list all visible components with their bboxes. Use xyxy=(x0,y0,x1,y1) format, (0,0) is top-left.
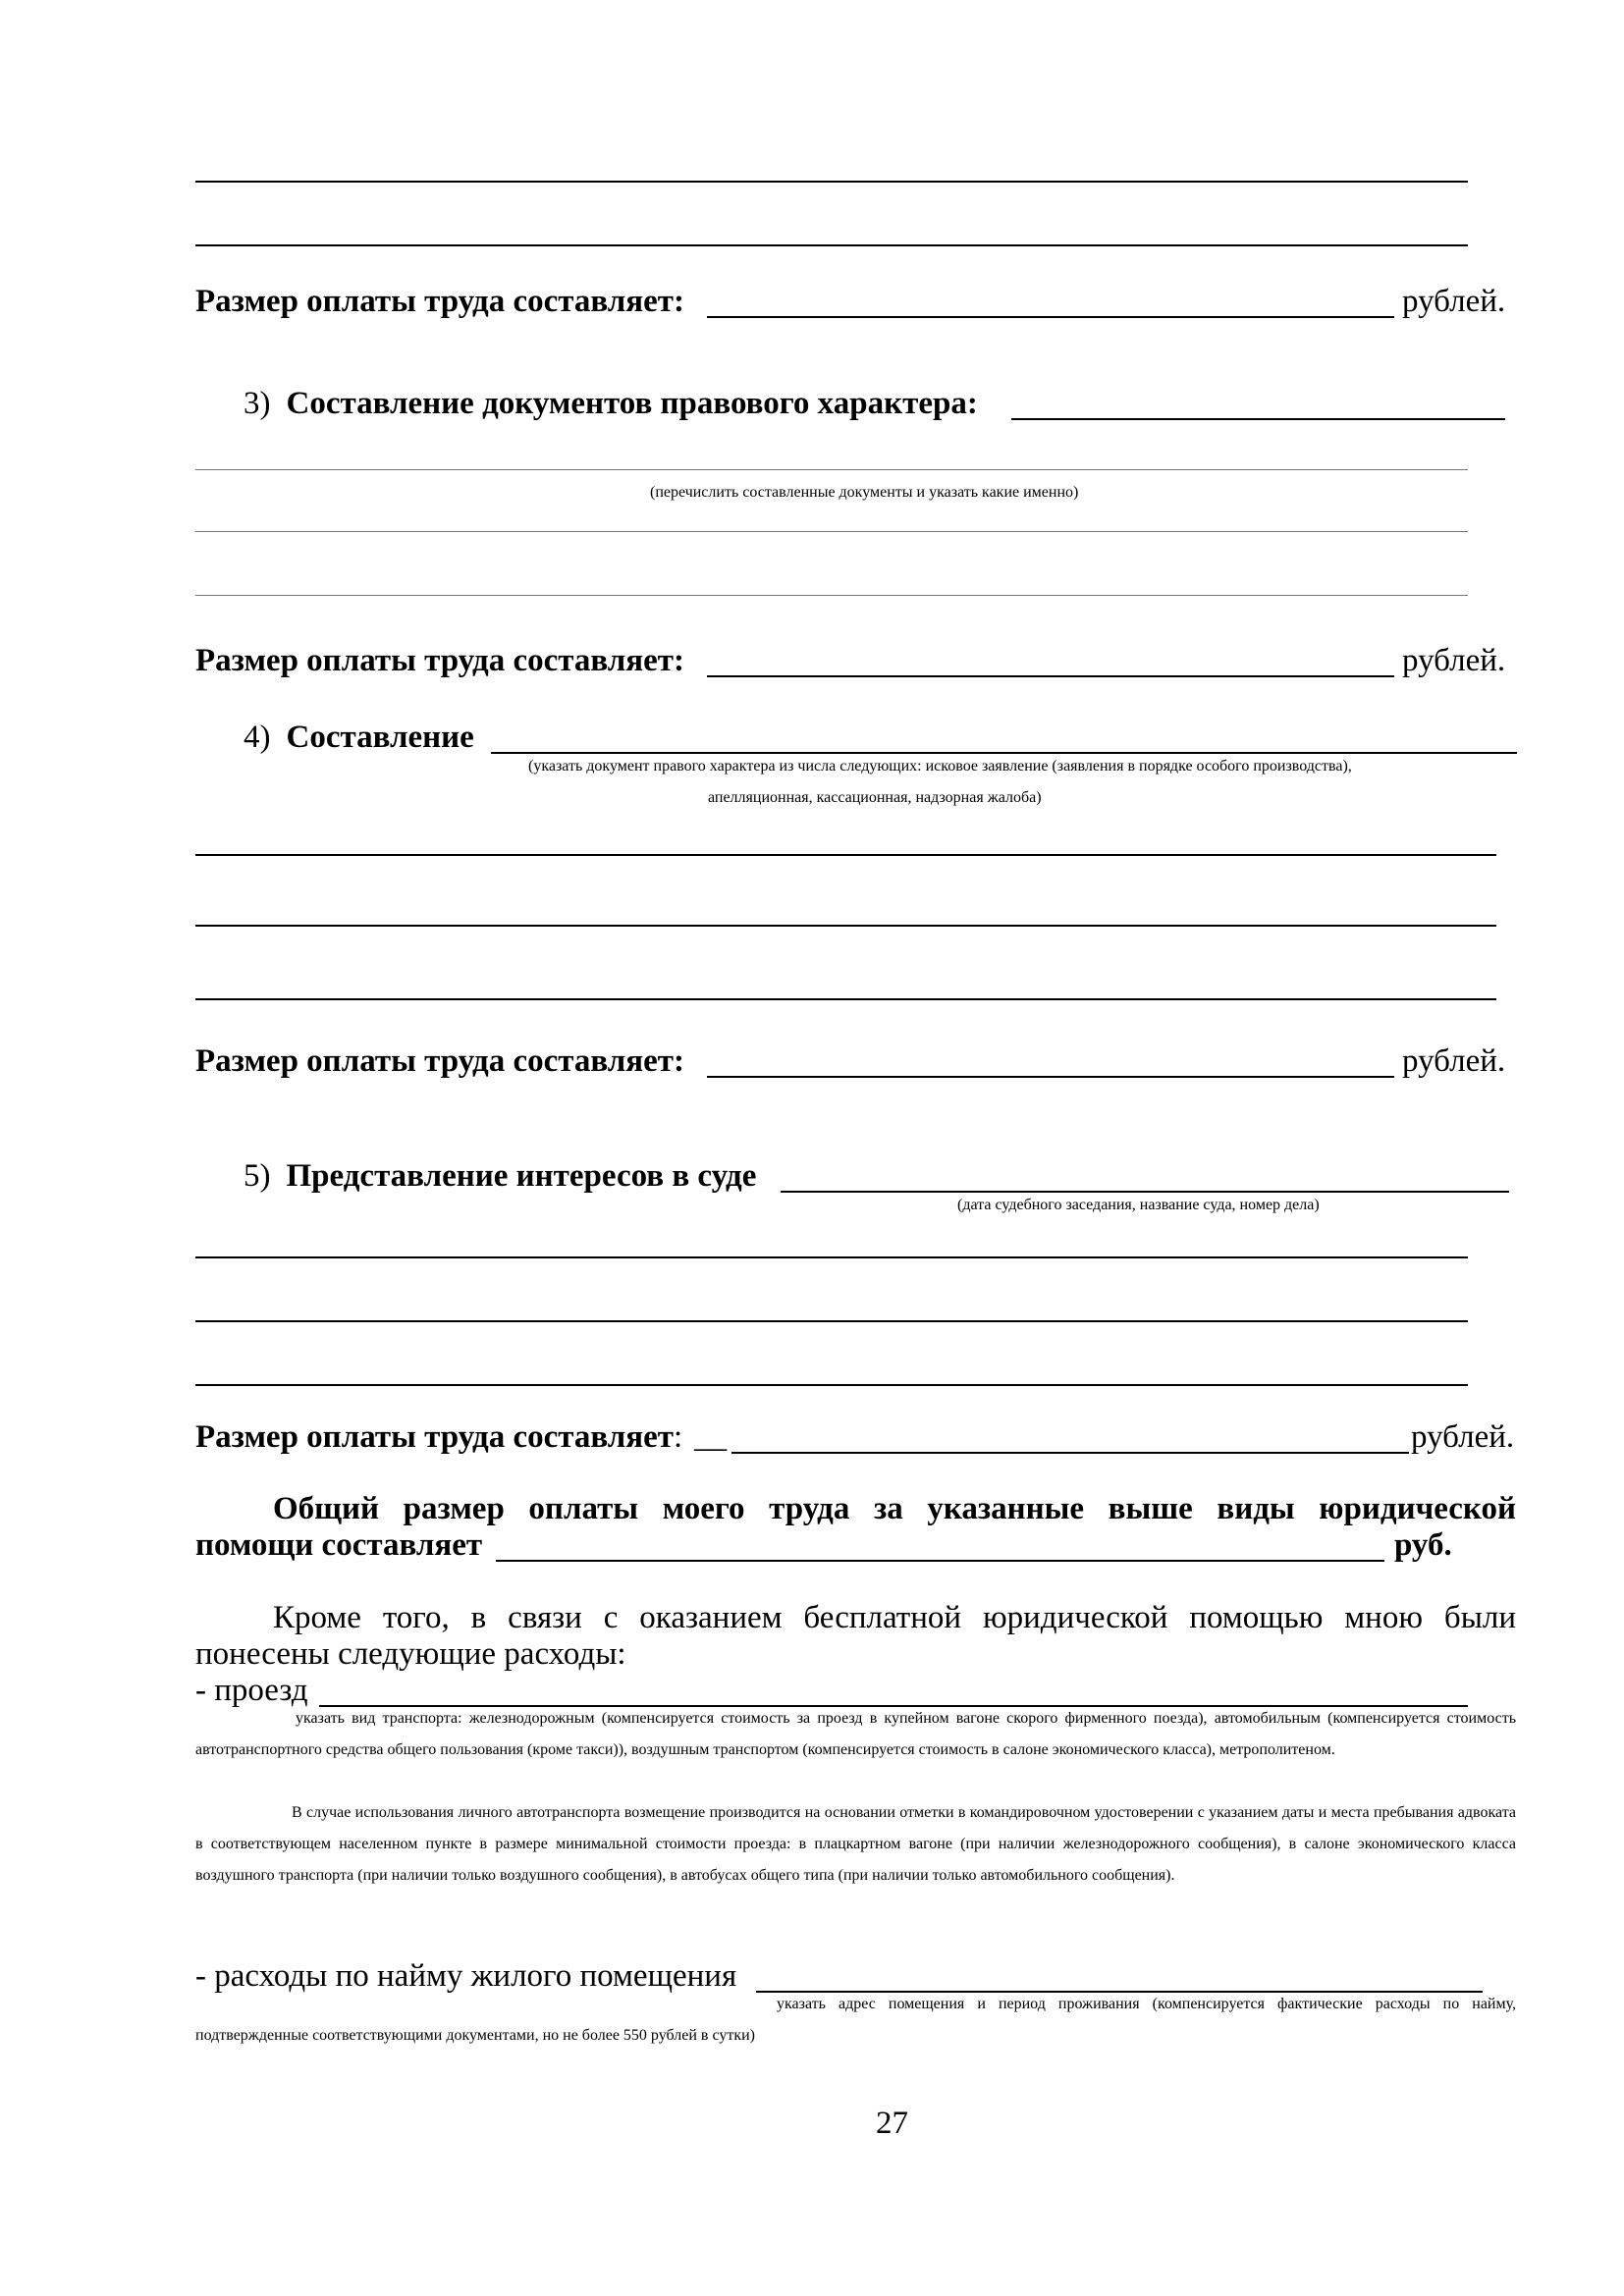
total-line1: Общий размер оплаты моего труда за указанные выше виды юридической xyxy=(273,1491,1516,1526)
item5-field[interactable] xyxy=(781,1191,1509,1193)
pay-label: Размер оплаты труда составляет: xyxy=(195,1043,684,1079)
item5-title: Представление интересов в суде xyxy=(286,1158,757,1194)
item5-line[interactable] xyxy=(195,1256,1468,1258)
item3-docs-line[interactable] xyxy=(195,469,1468,470)
blank-line[interactable] xyxy=(195,244,1468,246)
travel-label: - проезд xyxy=(195,1673,308,1708)
pay-amount-field[interactable] xyxy=(731,1452,1409,1454)
housing-note: указать адрес помещения и период проживания (компенсируется фактические расходы по найму, подтвержденные соответствующими документами, но не более 550 рублей в сутки) xyxy=(195,1996,1516,2044)
item5-number: 5) xyxy=(244,1158,271,1194)
item4-line[interactable] xyxy=(195,854,1496,856)
rubles-label: рублей. xyxy=(1402,1043,1506,1079)
total-amount-field[interactable] xyxy=(496,1560,1384,1562)
item4-line[interactable] xyxy=(195,925,1496,927)
item4-hint: (указать документ правого характера из числа следующих: исковое заявление (заявления в порядке особого производства), xyxy=(528,758,1352,774)
pay-label: Размер оплаты труда составляет: xyxy=(195,643,684,678)
item3-number: 3) xyxy=(244,386,271,421)
item4-title: Составление xyxy=(286,720,474,755)
item4-hint: апелляционная, кассационная, надзорная жалоба) xyxy=(708,789,1042,806)
pay-label-text: Размер оплаты труда составляет xyxy=(195,1419,674,1455)
housing-label: - расходы по найму жилого помещения xyxy=(195,1958,737,1994)
rubles-label: рублей. xyxy=(1402,284,1506,319)
rubles-label: рублей. xyxy=(1402,643,1506,678)
pay-amount-field[interactable] xyxy=(707,316,1394,318)
total-line2: помощи составляет xyxy=(195,1527,483,1563)
total-unit: руб. xyxy=(1394,1527,1452,1563)
page-number: 27 xyxy=(876,2106,908,2141)
pay-amount-field[interactable] xyxy=(707,675,1394,677)
item5-line[interactable] xyxy=(195,1320,1468,1322)
rubles-label: рублей. xyxy=(1411,1419,1515,1455)
pay-amount-field[interactable] xyxy=(707,1076,1394,1078)
item3-title: Составление документов правового характера: xyxy=(286,386,978,421)
blank-line[interactable] xyxy=(195,181,1468,183)
item3-field[interactable] xyxy=(1011,418,1505,420)
expenses-intro: Кроме того, в связи с оказанием бесплатной юридической помощью мною были xyxy=(273,1600,1516,1635)
expenses-intro: понесены следующие расходы: xyxy=(195,1636,626,1672)
item5-line[interactable] xyxy=(195,1384,1468,1386)
item4-field[interactable] xyxy=(491,752,1517,754)
item3-heading xyxy=(244,386,978,422)
item4-line[interactable] xyxy=(195,998,1496,1000)
pay-label-colon: : xyxy=(674,1419,683,1455)
item5-heading xyxy=(244,1158,756,1195)
pay-label-blank: __ xyxy=(694,1419,728,1455)
item3-docs-line[interactable] xyxy=(195,595,1468,596)
item4-heading xyxy=(244,720,474,756)
car-note: В случае использования личного автотранспорта возмещение производится на основании отметки в командировочном удостоверении с указанием даты и места пребывания адвоката в соответствующем населенном пункте в размере минимальной стоимости проезда: в плацкартном вагоне (при наличии железнодорожного сообщения), в салоне экономического класса воздушного транспорта (при наличии только воздушного сообщения), в автобусах общего типа (при наличии только автомобильного сообщения). xyxy=(195,1804,1516,1884)
item5-hint: (дата судебного заседания, название суда, номер дела) xyxy=(957,1197,1320,1213)
pay-label xyxy=(195,1419,727,1456)
travel-note: указать вид транспорта: железнодорожным (компенсируется стоимость за проезд в купейном вагоне скорого фирменного поезда), автомобильным (компенсируется стоимость автотранспортного средства общего пользования (кроме такси)), воздушным транспортом (компенсируется стоимость в салоне экономического класса), метрополитеном. xyxy=(195,1710,1516,1758)
item3-docs-line[interactable] xyxy=(195,531,1468,532)
pay-label: Размер оплаты труда составляет: xyxy=(195,284,684,319)
item4-number: 4) xyxy=(244,720,271,755)
item3-hint: (перечислить составленные документы и указать какие именно) xyxy=(650,484,1079,501)
